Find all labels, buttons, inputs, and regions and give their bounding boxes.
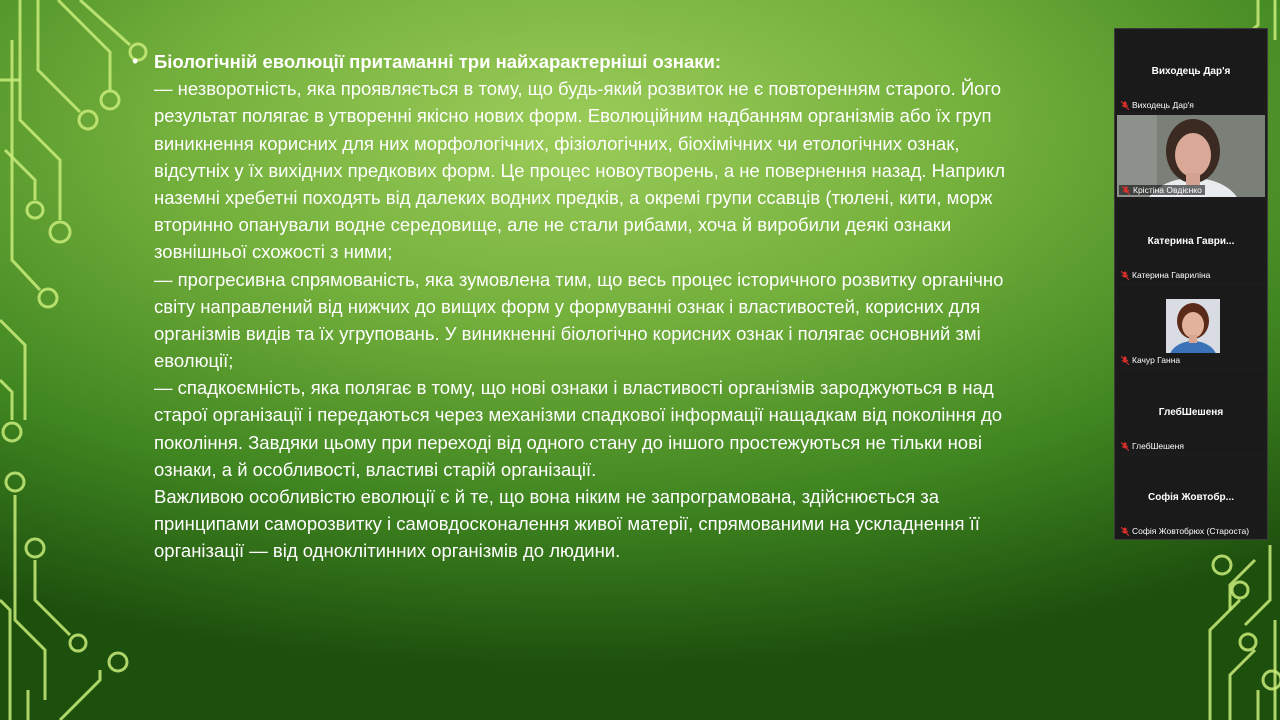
slide-text-line: — прогресивна спрямованість, яка зумовлена тим, що весь процес історичного розвитку органічно bbox=[154, 268, 1004, 290]
participant-label-text: Виходець Дар'я bbox=[1132, 100, 1194, 110]
participant-tile[interactable] bbox=[1117, 30, 1265, 112]
participant-tile-video[interactable] bbox=[1117, 115, 1265, 197]
slide-text-line: відсутніх у їх вихідних предкових форм. Це процес новоутворень, а не повернення назад. Наприкл bbox=[154, 159, 1006, 181]
participant-tile-photo[interactable] bbox=[1117, 285, 1265, 367]
slide-text-line: покоління. Завдяки цьому при переході від одного стану до іншого простежуються не тільки нові bbox=[154, 431, 983, 453]
slide-text-line: виникнення корисних для них морфологічних, фізіологічних, біохімічних чи етологічних ознак, bbox=[154, 132, 960, 154]
participant-label-text: Качур Ганна bbox=[1132, 355, 1181, 365]
participant-label-text: Софія Жовтобрюх (Староста) bbox=[1132, 526, 1250, 536]
slide-text-block bbox=[132, 48, 1112, 565]
slide-text-line: — незворотність, яка проявляється в тому, що будь-який розвиток не є повторенням старого. Його bbox=[154, 78, 1002, 100]
slide-text-line: результат полягає в утворенні якісно нових форм. Еволюційним надбанням організмів або їх груп bbox=[154, 105, 992, 127]
slide-text-line: старої організації і передаються через механізми спадкової інформації нащадкам від покоління до bbox=[154, 404, 1003, 426]
participant-label-text: ГлебШешеня bbox=[1132, 441, 1184, 451]
bullet-point: • bbox=[132, 51, 139, 71]
participant-label-text: Крістіна Овдієнко bbox=[1133, 185, 1202, 195]
mic-muted-icon bbox=[1121, 527, 1129, 536]
mic-muted-icon bbox=[1121, 101, 1129, 110]
slide-text-line: еволюції; bbox=[154, 350, 234, 372]
mic-muted-icon bbox=[1121, 442, 1129, 451]
participant-label bbox=[1121, 100, 1194, 110]
participant-avatar bbox=[1166, 299, 1220, 353]
slide-heading: Біологічній еволюції притаманні три найхарактерніші ознаки: bbox=[154, 51, 722, 72]
slide-text-line: ознаки, а й особливості, властиві старій організації. bbox=[154, 458, 597, 480]
slide-text-line: принципами саморозвитку і самовдосконалення живої матерії, спрямованими на ускладнення її bbox=[154, 513, 980, 535]
participant-label bbox=[1121, 441, 1184, 451]
mic-muted-icon bbox=[1121, 356, 1129, 365]
participant-label bbox=[1119, 185, 1205, 195]
slide-text-line: зовнішньої схожості з ними; bbox=[154, 241, 393, 263]
participant-name-center: Катерина Гаври... bbox=[1147, 236, 1235, 247]
mic-muted-icon bbox=[1121, 271, 1129, 280]
slide-text-line: — спадкоємність, яка полягає в тому, що нові ознаки і властивості організмів зароджуються в над bbox=[154, 377, 994, 399]
participant-tile[interactable] bbox=[1117, 200, 1265, 282]
participant-label bbox=[1121, 355, 1180, 365]
slide-text-line: вторинно опанували водне середовище, але не стали рибами, хоча й виробили деякі ознаки bbox=[154, 214, 952, 236]
slide-text-line: світу направлений від нижчих до вищих форм у формуванні ознак і властивостей, корисних для bbox=[154, 295, 981, 317]
participant-label bbox=[1121, 270, 1210, 280]
participant-name-center: Софія Жовтобр... bbox=[1148, 492, 1234, 503]
participants-gallery-panel[interactable] bbox=[1114, 28, 1268, 540]
participant-label-text: Катерина Гаврилiна bbox=[1132, 270, 1211, 280]
slide-text-line: організації — від одноклітинних організмів до людини. bbox=[154, 540, 621, 562]
participant-tile[interactable] bbox=[1117, 371, 1265, 453]
slide-text-line: організмів видів та їх угруповань. У виникненні біологічно корисних ознак і полягає основний змі bbox=[154, 322, 981, 344]
slide-text-line: наземні хребетні походять від далеких водних предків, а окремі групи ссавців (тюлені, кити, морж bbox=[154, 186, 993, 208]
mic-muted-icon bbox=[1122, 186, 1130, 195]
participant-name-center: ГлебШешеня bbox=[1158, 407, 1224, 418]
slide-text-line: Важливою особливістю еволюції є й те, що вона ніким не запрограмована, здійснюється за bbox=[154, 486, 940, 507]
participant-name-center: Виходець Дар'я bbox=[1151, 66, 1231, 77]
participant-tile[interactable] bbox=[1117, 456, 1265, 538]
participant-label bbox=[1121, 526, 1249, 536]
